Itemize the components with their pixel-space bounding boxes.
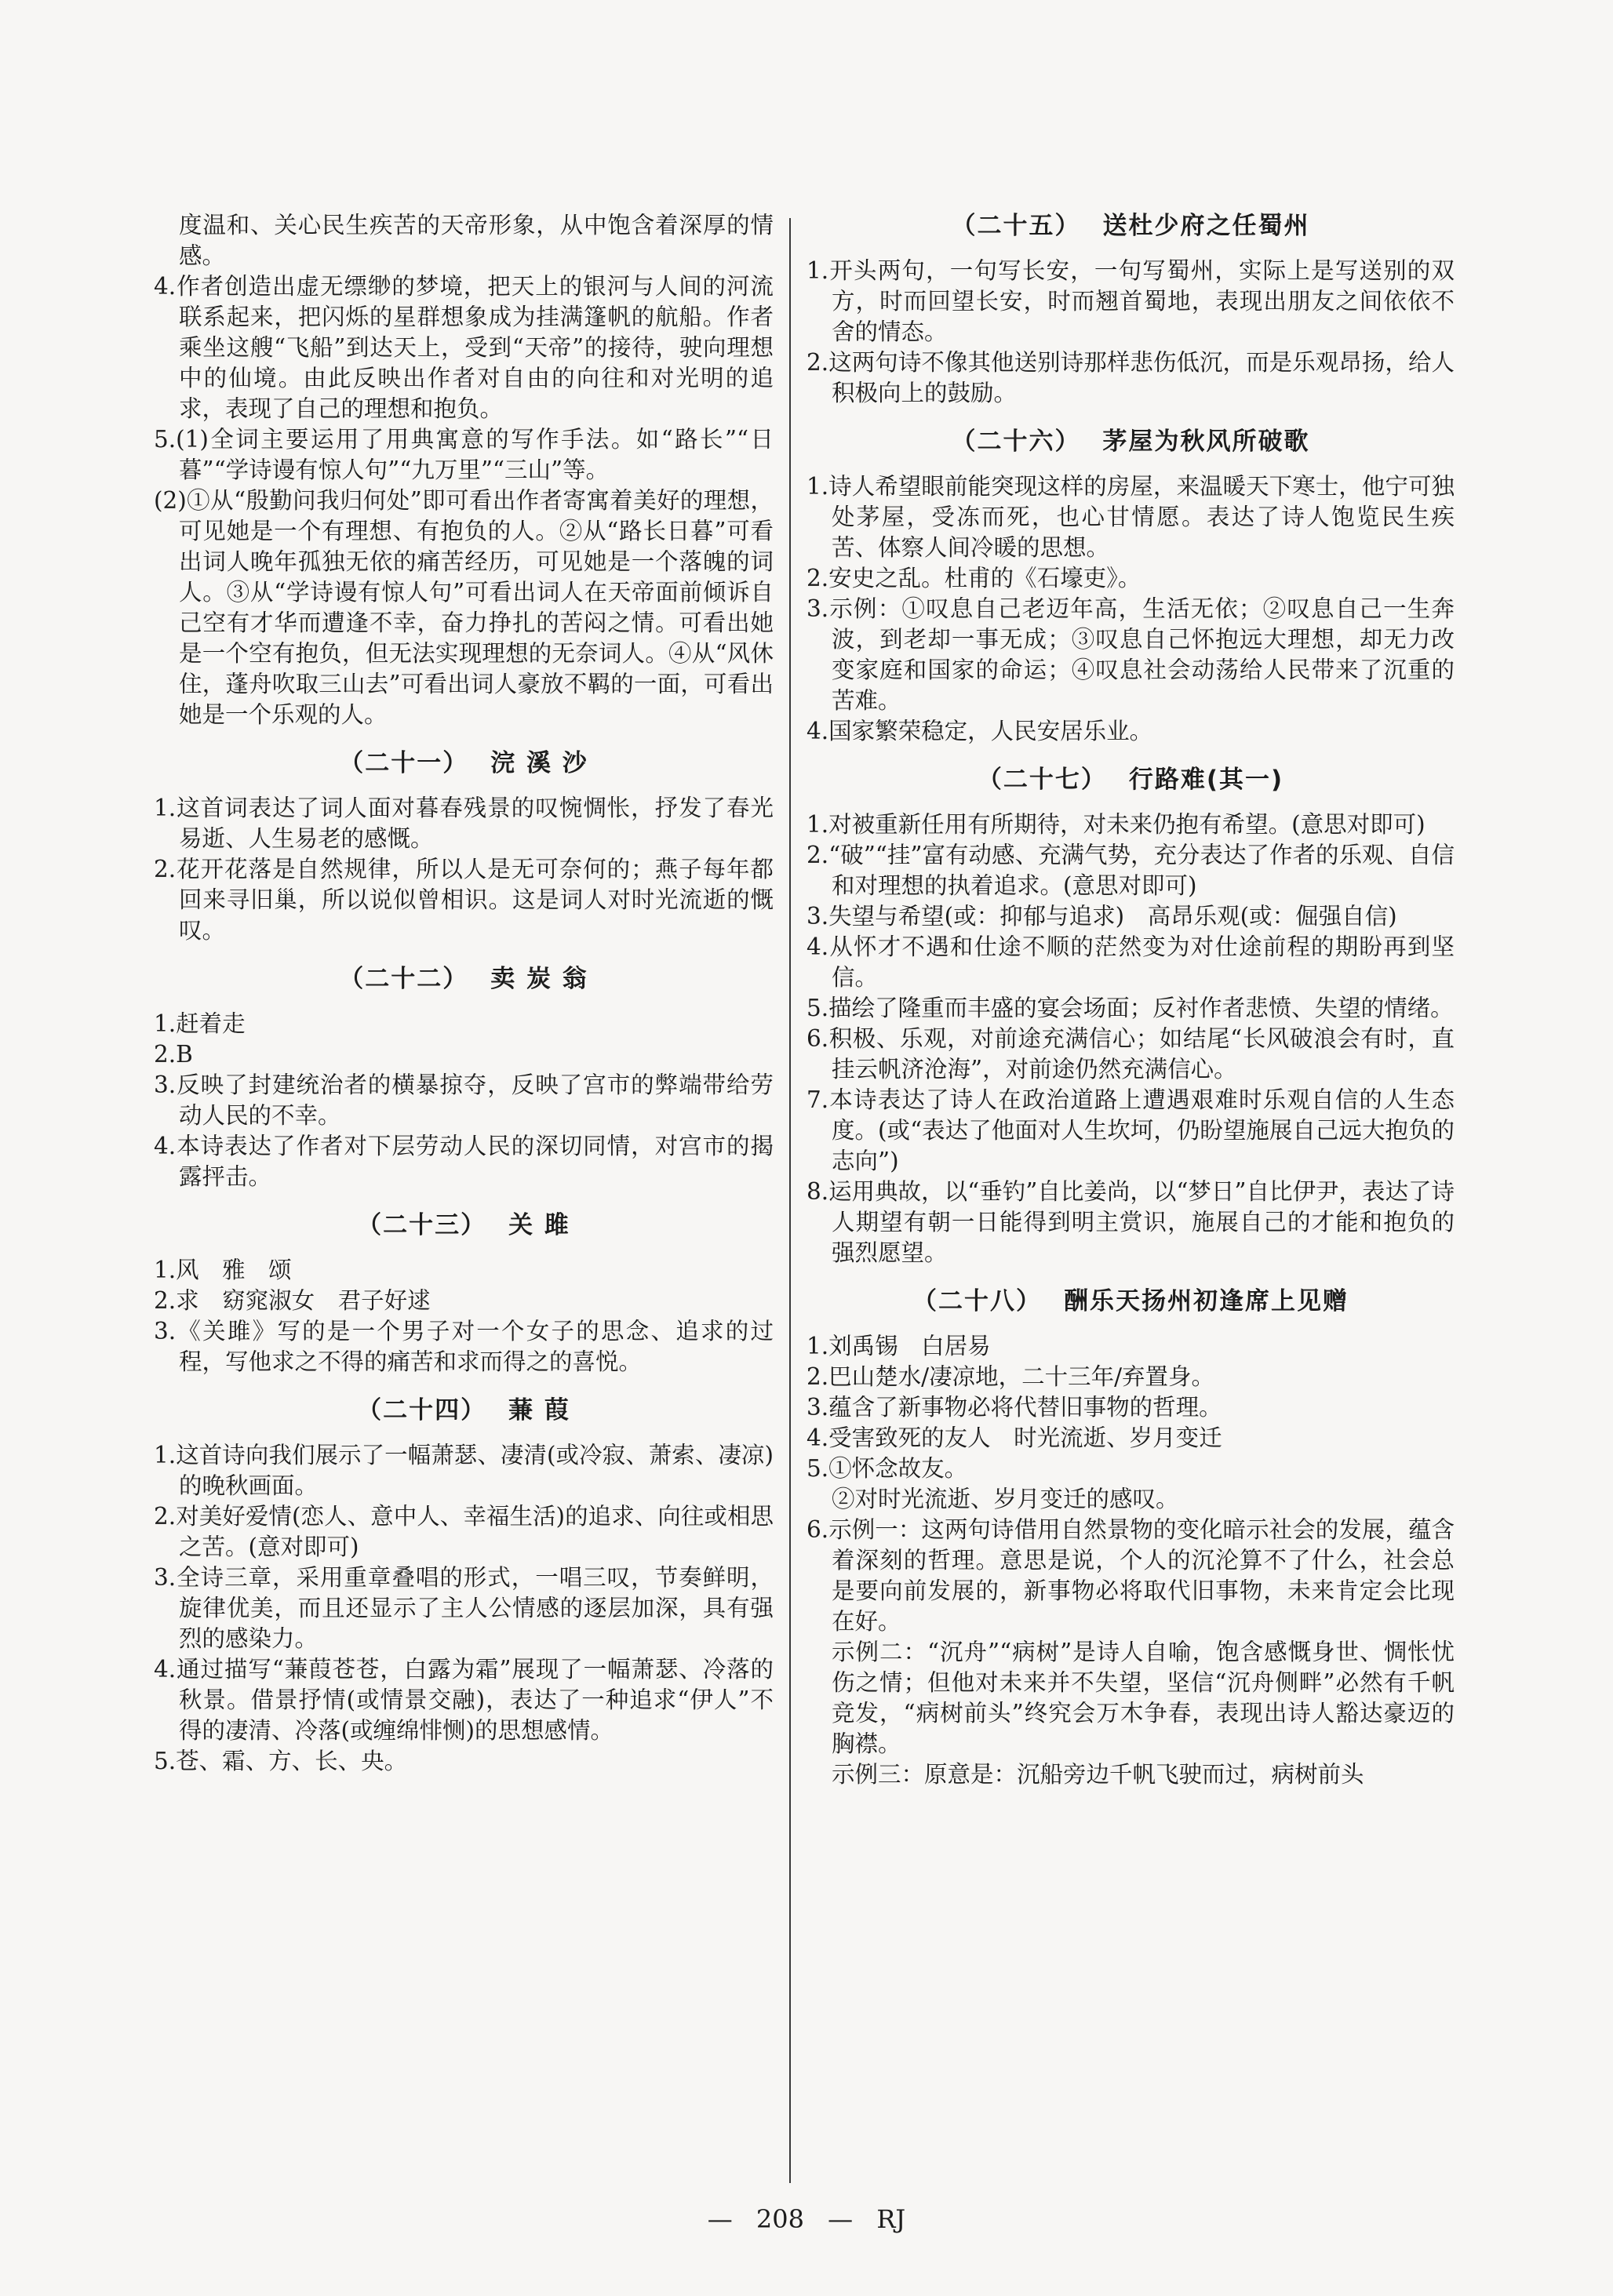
answer-paragraph: 2.对美好爱情(恋人、意中人、幸福生活)的追求、向往或相思之苦。(意对即可) [154,1503,774,1560]
answer-paragraph: 7.本诗表达了诗人在政治道路上遭遇艰难时乐观自信的人生态度。(或“表达了他面对人生坎坷，仍盼望施展自己远大抱负的志向”) [806,1086,1455,1174]
section-number: （二十七） [977,766,1107,794]
footer-dash-right: — [828,2204,854,2234]
left-column [154,210,774,1777]
answer-paragraph: 8.运用典故，以“垂钓”自比姜尚，以“梦日”自比伊尹，表达了诗人期望有朝一日能得到明主赏识，施展自己的才能和抱负的强烈愿望。 [806,1178,1455,1266]
section-number: （二十五） [951,212,1081,240]
answer-paragraph: 2.安史之乱。杜甫的《石壕吏》。 [806,565,1141,591]
section-number: （二十三） [357,1211,487,1239]
answer-paragraph: 1.这首诗向我们展示了一幅萧瑟、凄清(或冷寂、萧索、凄凉)的晚秋画面。 [154,1442,774,1499]
answer-paragraph: 2.“破”“挂”富有动感、充满气势，充分表达了作者的乐观、自信和对理想的执着追求。(意思对即可) [806,842,1455,899]
section-heading [806,210,1455,242]
section-heading [806,1286,1455,1317]
section-title: 行路难(其一) [1128,766,1284,794]
section-heading [806,426,1455,457]
answer-paragraph: 度温和、关心民生疾苦的天帝形象，从中饱含着深厚的情感。 [179,212,774,269]
answer-paragraph: 6.示例一：这两句诗借用自然景物的变化暗示社会的发展，蕴含着深刻的哲理。意思是说，个人的沉沦算不了什么，社会总是要向前发展的，新事物必将取代旧事物，未来肯定会比现在好。 [806,1516,1455,1635]
answer-paragraph: 3.反映了封建统治者的横暴掠夺，反映了宫市的弊端带给劳动人民的不幸。 [154,1072,774,1129]
answer-paragraph: 4.从怀才不遇和仕途不顺的茫然变为对仕途前程的期盼再到坚信。 [806,933,1455,991]
answer-paragraph: 1.这首词表达了词人面对暮春残景的叹惋惆怅，抒发了春光易逝、人生易老的感慨。 [154,795,774,852]
section-heading [806,764,1455,795]
answer-paragraph: 3.示例：①叹息自己老迈年高，生活无依；②叹息自己一生奔波，到老却一事无成；③叹息自己怀抱远大理想，却无力改变家庭和国家的命运；④叹息社会动荡给人民带来了沉重的苦难。 [806,595,1455,714]
section-title: 酬乐天扬州初逢席上见赠 [1064,1287,1349,1315]
section-number: （二十二） [339,965,469,993]
answer-paragraph: 示例二：“沉舟”“病树”是诗人自喻，饱含感慨身世、惆怅忧伤之情；但他对未来并不失望，坚信“沉舟侧畔”必然有千帆竞发，“病树前头”终究会万木争春，表现出诗人豁达豪迈的胸襟。 [832,1639,1455,1757]
answer-paragraph: 6.积极、乐观，对前途充满信心；如结尾“长风破浪会有时，直挂云帆济沧海”，对前途仍然充满信心。 [806,1025,1455,1083]
answer-paragraph: 5.(1)全词主要运用了用典寓意的写作手法。如“路长”“日暮”“学诗谩有惊人句”“九万里”“三山”等。 [154,426,774,483]
answer-paragraph: 2.求 窈窕淑女 君子好逑 [154,1287,431,1314]
section-title: 卖 炭 翁 [490,965,588,993]
answer-paragraph: 2.这两句诗不像其他送别诗那样悲伤低沉，而是乐观昂扬，给人积极向上的鼓励。 [806,349,1455,406]
section-title: 浣 溪 沙 [490,749,588,777]
answer-paragraph: 4.本诗表达了作者对下层劳动人民的深切同情，对宫市的揭露抨击。 [154,1133,774,1190]
section-title: 送杜少府之任蜀州 [1102,212,1310,240]
answer-paragraph: 2.花开花落是自然规律，所以人是无可奈何的；燕子每年都回来寻旧巢，所以说似曾相识。这是词人对时光流逝的慨叹。 [154,856,774,944]
answer-paragraph: 1.诗人希望眼前能突现这样的房屋，来温暖天下寒士，他宁可独处茅屋，受冻而死，也心甘情愿。表达了诗人饱览民生疾苦、体察人间冷暖的思想。 [806,473,1455,561]
answer-paragraph: 3.《关雎》写的是一个男子对一个女子的思念、追求的过程，写他求之不得的痛苦和求而得之的喜悦。 [154,1318,774,1375]
section-title: 蒹 葭 [508,1396,570,1425]
answer-paragraph: 5.描绘了隆重而丰盛的宴会场面；反衬作者悲愤、失望的情绪。 [806,995,1454,1021]
section-title: 关 雎 [508,1211,570,1239]
section-number: （二十一） [339,749,469,777]
answer-paragraph: 4.受害致死的友人 时光流逝、岁月变迁 [806,1425,1222,1451]
section-heading [154,1395,774,1426]
page-footer [0,2204,1613,2234]
page-number: 208 [756,2204,804,2234]
section-heading [154,748,774,779]
answer-paragraph: 2.巴山楚水/凄凉地，二十三年/弃置身。 [806,1363,1215,1390]
answer-paragraph: 2.B [154,1041,193,1068]
answer-paragraph: ②对时光流逝、岁月变迁的感叹。 [832,1486,1179,1512]
column-divider [789,218,791,2183]
answer-paragraph: 示例三：原意是：沉船旁边千帆飞驶而过，病树前头 [832,1761,1364,1788]
answer-paragraph: 3.全诗三章，采用重章叠唱的形式，一唱三叹，节奏鲜明，旋律优美，而且还显示了主人公情感的逐层加深，具有强烈的感染力。 [154,1564,774,1652]
section-number: （二十八） [912,1287,1042,1315]
answer-paragraph: 4.通过描写“蒹葭苍苍，白露为霜”展现了一幅萧瑟、冷落的秋景。借景抒情(或情景交融)，表达了一种追求“伊人”不得的凄清、冷落(或缠绵悱恻)的思想感情。 [154,1656,774,1744]
answer-paragraph: 1.风 雅 颂 [154,1257,292,1283]
edition-code: RJ [876,2204,906,2234]
answer-paragraph: 5.苍、霜、方、长、央。 [154,1748,408,1774]
answer-paragraph: 3.蕴含了新事物必将代替旧事物的哲理。 [806,1394,1222,1421]
footer-dash-left: — [707,2204,733,2234]
answer-paragraph: (2)①从“殷勤问我归何处”即可看出作者寄寓着美好的理想，可见她是一个有理想、有抱负的人。②从“路长日暮”可看出词人晚年孤独无依的痛苦经历，可见她是一个落魄的词人。③从“学诗谩有惊人句”可看出词人在天帝面前倾诉自己空有才华而遭逢不幸，奋力挣扎的苦闷之情。可看出她是一个空有抱负，但无法实现理想的无奈词人。④从“风休住，蓬舟吹取三山去”可看出词人豪放不羁的一面，可看出她是一个乐观的人。 [154,487,774,728]
answer-paragraph: 1.刘禹锡 白居易 [806,1333,991,1359]
answer-paragraph: 4.国家繁荣稳定，人民安居乐业。 [806,718,1153,744]
section-heading [154,963,774,995]
section-title: 茅屋为秋风所破歌 [1102,428,1310,456]
answer-paragraph: 4.作者创造出虚无缥缈的梦境，把天上的银河与人间的河流联系起来，把闪烁的星群想象成为挂满篷帆的航船。作者乘坐这艘“飞船”到达天上，受到“天帝”的接待，驶向理想中的仙境。由此反映出作者对自由的向往和对光明的追求，表现了自己的理想和抱负。 [154,273,774,422]
section-number: （二十四） [357,1396,487,1425]
answer-paragraph: 3.失望与希望(或：抑郁与追求) 高昂乐观(或：倔强自信) [806,903,1397,930]
answer-paragraph: 1.对被重新任用有所期待，对未来仍抱有希望。(意思对即可) [806,811,1425,838]
section-heading [154,1210,774,1241]
section-number: （二十六） [951,428,1081,456]
right-column [806,210,1455,1790]
answer-paragraph: 1.赶着走 [154,1010,246,1037]
answer-paragraph: 5.①怀念故友。 [806,1455,968,1482]
answer-paragraph: 1.开头两句，一句写长安，一句写蜀州，实际上是写送别的双方，时而回望长安，时而翘首蜀地，表现出朋友之间依依不舍的情态。 [806,257,1455,345]
